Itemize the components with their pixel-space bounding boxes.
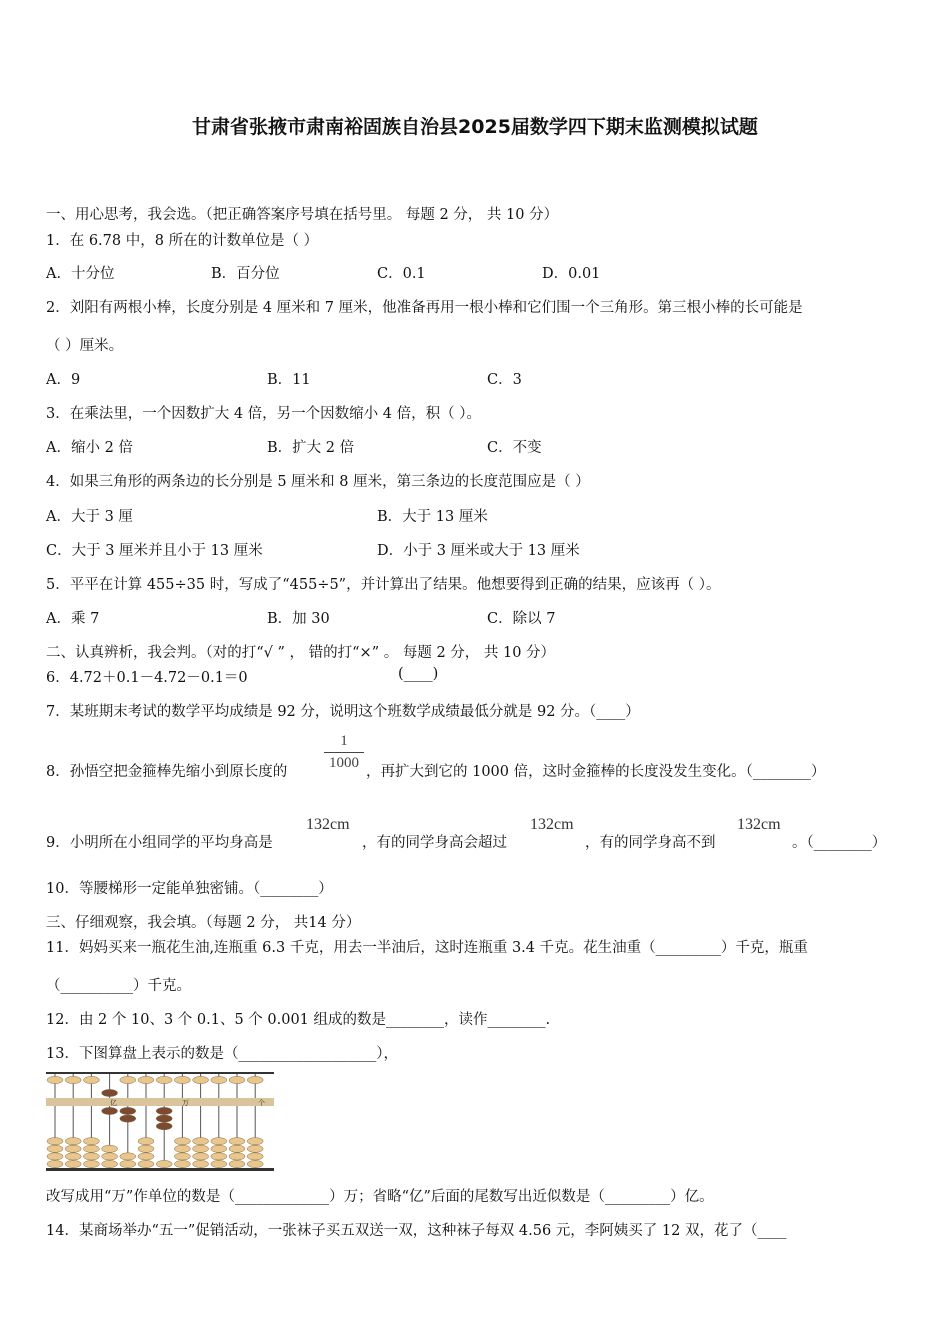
abacus-lower-bead (247, 1160, 263, 1167)
abacus-lower-bead (83, 1145, 99, 1152)
abacus-beads (47, 1076, 263, 1167)
abacus-upper-bead (193, 1076, 209, 1083)
abacus-figure (46, 1072, 274, 1172)
abacus-lower-bead (211, 1138, 227, 1145)
question-8-suffix: ，再扩大到它的 1000 倍，这时金箍棒的长度没发生变化。（________） (366, 764, 826, 780)
abacus-upper-bead (229, 1076, 245, 1083)
height-value-2: 132cm (530, 816, 574, 833)
q2-option-c: C．3 (487, 372, 522, 388)
abacus-lower-bead (47, 1145, 63, 1152)
abacus-label-wan: 万 (182, 1099, 189, 1107)
question-8-prefix: 8．孙悟空把金箍棒先缩小到原长度的 (46, 764, 288, 780)
q3-option-c: C．不变 (487, 440, 542, 456)
abacus-bottom-frame (46, 1168, 274, 1171)
q2-option-a: A．9 (46, 372, 81, 388)
q4-option-d: D．小于 3 厘米或大于 13 厘米 (377, 543, 580, 559)
question-9-part-1: 9．小明所在小组同学的平均身高是 (46, 835, 273, 851)
abacus-upper-bead (138, 1076, 154, 1083)
abacus-lower-bead (83, 1153, 99, 1160)
abacus-lower-bead (156, 1160, 172, 1167)
question-2-line-1: 2．刘阳有两根小棒，长度分别是 4 厘米和 7 厘米，他准备再用一根小棒和它们围一个三角形。第三根小棒的长可能是 (46, 300, 803, 316)
q4-option-a: A．大于 3 厘 (46, 509, 133, 525)
abacus-lower-bead (65, 1138, 81, 1145)
abacus-lower-bead (138, 1160, 154, 1167)
abacus-lower-bead (229, 1138, 245, 1145)
abacus-lower-bead (174, 1145, 190, 1152)
section-1-heading: 一、用心思考，我会选。（把正确答案序号填在括号里。 每题 2 分， 共 10 分） (46, 207, 559, 223)
abacus-lower-bead (83, 1138, 99, 1145)
q3-option-b: B．扩大 2 倍 (267, 440, 355, 456)
abacus-lower-bead (120, 1115, 136, 1122)
abacus-lower-bead (138, 1138, 154, 1145)
abacus-lower-bead (65, 1153, 81, 1160)
fraction-denominator: 1000 (329, 755, 359, 771)
abacus-lower-bead (83, 1160, 99, 1167)
abacus-lower-bead (229, 1145, 245, 1152)
abacus-lower-bead (47, 1153, 63, 1160)
abacus-upper-bead (120, 1076, 136, 1083)
abacus-lower-bead (174, 1153, 190, 1160)
abacus-upper-bead (65, 1076, 81, 1083)
abacus-upper-bead (156, 1076, 172, 1083)
question-14: 14．某商场举办“五一”促销活动，一张袜子买五双送一双，这种袜子每双 4.56 元，李阿姨买了 12 双，花了（____ (46, 1223, 787, 1239)
abacus-lower-bead (120, 1160, 136, 1167)
abacus-lower-bead (156, 1123, 172, 1130)
abacus-lower-bead (193, 1160, 209, 1167)
abacus-lower-bead (247, 1138, 263, 1145)
abacus-upper-bead (102, 1089, 118, 1096)
abacus-lower-bead (102, 1160, 118, 1167)
fraction-numerator: 1 (340, 733, 348, 749)
section-2-heading: 二、认真辨析，我会判。（对的打“√ ” ， 错的打“×” 。 每题 2 分， 共 10 分） (46, 645, 556, 661)
question-1: 1．在 6.78 中，8 所在的计数单位是（ ） (46, 233, 319, 249)
abacus-lower-bead (47, 1160, 63, 1167)
question-11-line-2: （__________）千克。 (46, 978, 191, 994)
question-3: 3．在乘法里，一个因数扩大 4 倍，另一个因数缩小 4 倍，积（ ）。 (46, 406, 481, 422)
abacus-upper-bead (83, 1076, 99, 1083)
question-13: 13．下图算盘上表示的数是（___________________）， (46, 1046, 398, 1062)
abacus-lower-bead (120, 1107, 136, 1114)
q4-option-b: B．大于 13 厘米 (377, 509, 488, 525)
abacus-lower-bead (102, 1107, 118, 1114)
abacus-lower-bead (65, 1145, 81, 1152)
question-9-part-3: ，有的同学身高不到 (585, 835, 716, 851)
question-5: 5．平平在计算 455÷35 时，写成了“455÷5”，并计算出了结果。他想要得到正确的结果，应该再（ ）。 (46, 577, 721, 593)
abacus-beam (46, 1098, 274, 1106)
fraction-one-thousandth (324, 733, 364, 772)
abacus-lower-bead (193, 1153, 209, 1160)
q1-option-d: D．0.01 (542, 266, 601, 282)
abacus-upper-bead (174, 1076, 190, 1083)
question-4: 4．如果三角形的两条边的长分别是 5 厘米和 8 厘米，第三条边的长度范围应是（ ） (46, 474, 590, 490)
q3-option-a: A．缩小 2 倍 (46, 440, 133, 456)
abacus-upper-bead (211, 1076, 227, 1083)
abacus-lower-bead (156, 1107, 172, 1114)
abacus-lower-bead (193, 1138, 209, 1145)
question-9-part-4: 。（________） (792, 835, 887, 851)
q1-option-a: A．十分位 (46, 266, 115, 282)
q5-option-a: A．乘 7 (46, 611, 100, 627)
abacus-lower-bead (120, 1153, 136, 1160)
abacus-rods (55, 1074, 255, 1168)
abacus-lower-bead (65, 1160, 81, 1167)
abacus-label-yi: 亿 (110, 1099, 117, 1107)
question-7: 7．某班期末考试的数学平均成绩是 92 分，说明这个班数学成绩最低分就是 92 分。（____） (46, 704, 640, 720)
abacus-lower-bead (229, 1153, 245, 1160)
question-11-line-1: 11．妈妈买来一瓶花生油,连瓶重 6.3 千克，用去一半油后，这时连瓶重 3.4 千克。花生油重（_________）千克，瓶重 (46, 940, 808, 956)
abacus-lower-bead (47, 1138, 63, 1145)
q2-option-b: B．11 (267, 372, 311, 388)
abacus-lower-bead (138, 1145, 154, 1152)
question-13-followup: 改写成用“万”作单位的数是（_____________）万；省略“亿”后面的尾数写出近似数是（_________）亿。 (46, 1189, 714, 1205)
q5-option-c: C．除以 7 (487, 611, 556, 627)
fraction-bar (324, 752, 364, 753)
section-3-heading: 三、仔细观察，我会填。（每题 2 分， 共14 分） (46, 915, 361, 931)
q1-option-c: C．0.1 (377, 266, 426, 282)
q4-option-c: C．大于 3 厘米并且小于 13 厘米 (46, 543, 263, 559)
abacus-lower-bead (138, 1153, 154, 1160)
question-2-line-2: （ ）厘米。 (46, 338, 124, 354)
abacus-lower-bead (102, 1145, 118, 1152)
abacus-upper-bead (247, 1076, 263, 1083)
abacus-lower-bead (211, 1160, 227, 1167)
question-6: 6．4.72＋0.1－4.72－0.1＝0 (46, 670, 248, 686)
abacus-lower-bead (211, 1145, 227, 1152)
height-value-3: 132cm (737, 816, 781, 833)
abacus-label-ge: 个 (258, 1099, 265, 1107)
question-12: 12．由 2 个 10、3 个 0.1、5 个 0.001 组成的数是________，读作________. (46, 1012, 551, 1028)
abacus-lower-bead (193, 1145, 209, 1152)
abacus-lower-bead (247, 1145, 263, 1152)
abacus-lower-bead (174, 1138, 190, 1145)
abacus-lower-bead (229, 1160, 245, 1167)
question-9-part-2: ，有的同学身高会超过 (362, 835, 507, 851)
abacus-top-frame (46, 1072, 274, 1074)
q1-option-b: B．百分位 (211, 266, 280, 282)
height-value-1: 132cm (306, 816, 350, 833)
abacus-lower-bead (247, 1153, 263, 1160)
abacus-upper-bead (47, 1076, 63, 1083)
abacus-lower-bead (156, 1115, 172, 1122)
abacus-lower-bead (174, 1160, 190, 1167)
abacus-lower-bead (102, 1153, 118, 1160)
abacus-lower-bead (211, 1153, 227, 1160)
q6-answer-blank: (____) (398, 666, 439, 682)
q5-option-b: B．加 30 (267, 611, 330, 627)
question-10: 10．等腰梯形一定能单独密铺。（________） (46, 881, 333, 897)
page-title: 甘肃省张掖市肃南裕固族自治县2025届数学四下期末监测模拟试题 (192, 116, 758, 138)
